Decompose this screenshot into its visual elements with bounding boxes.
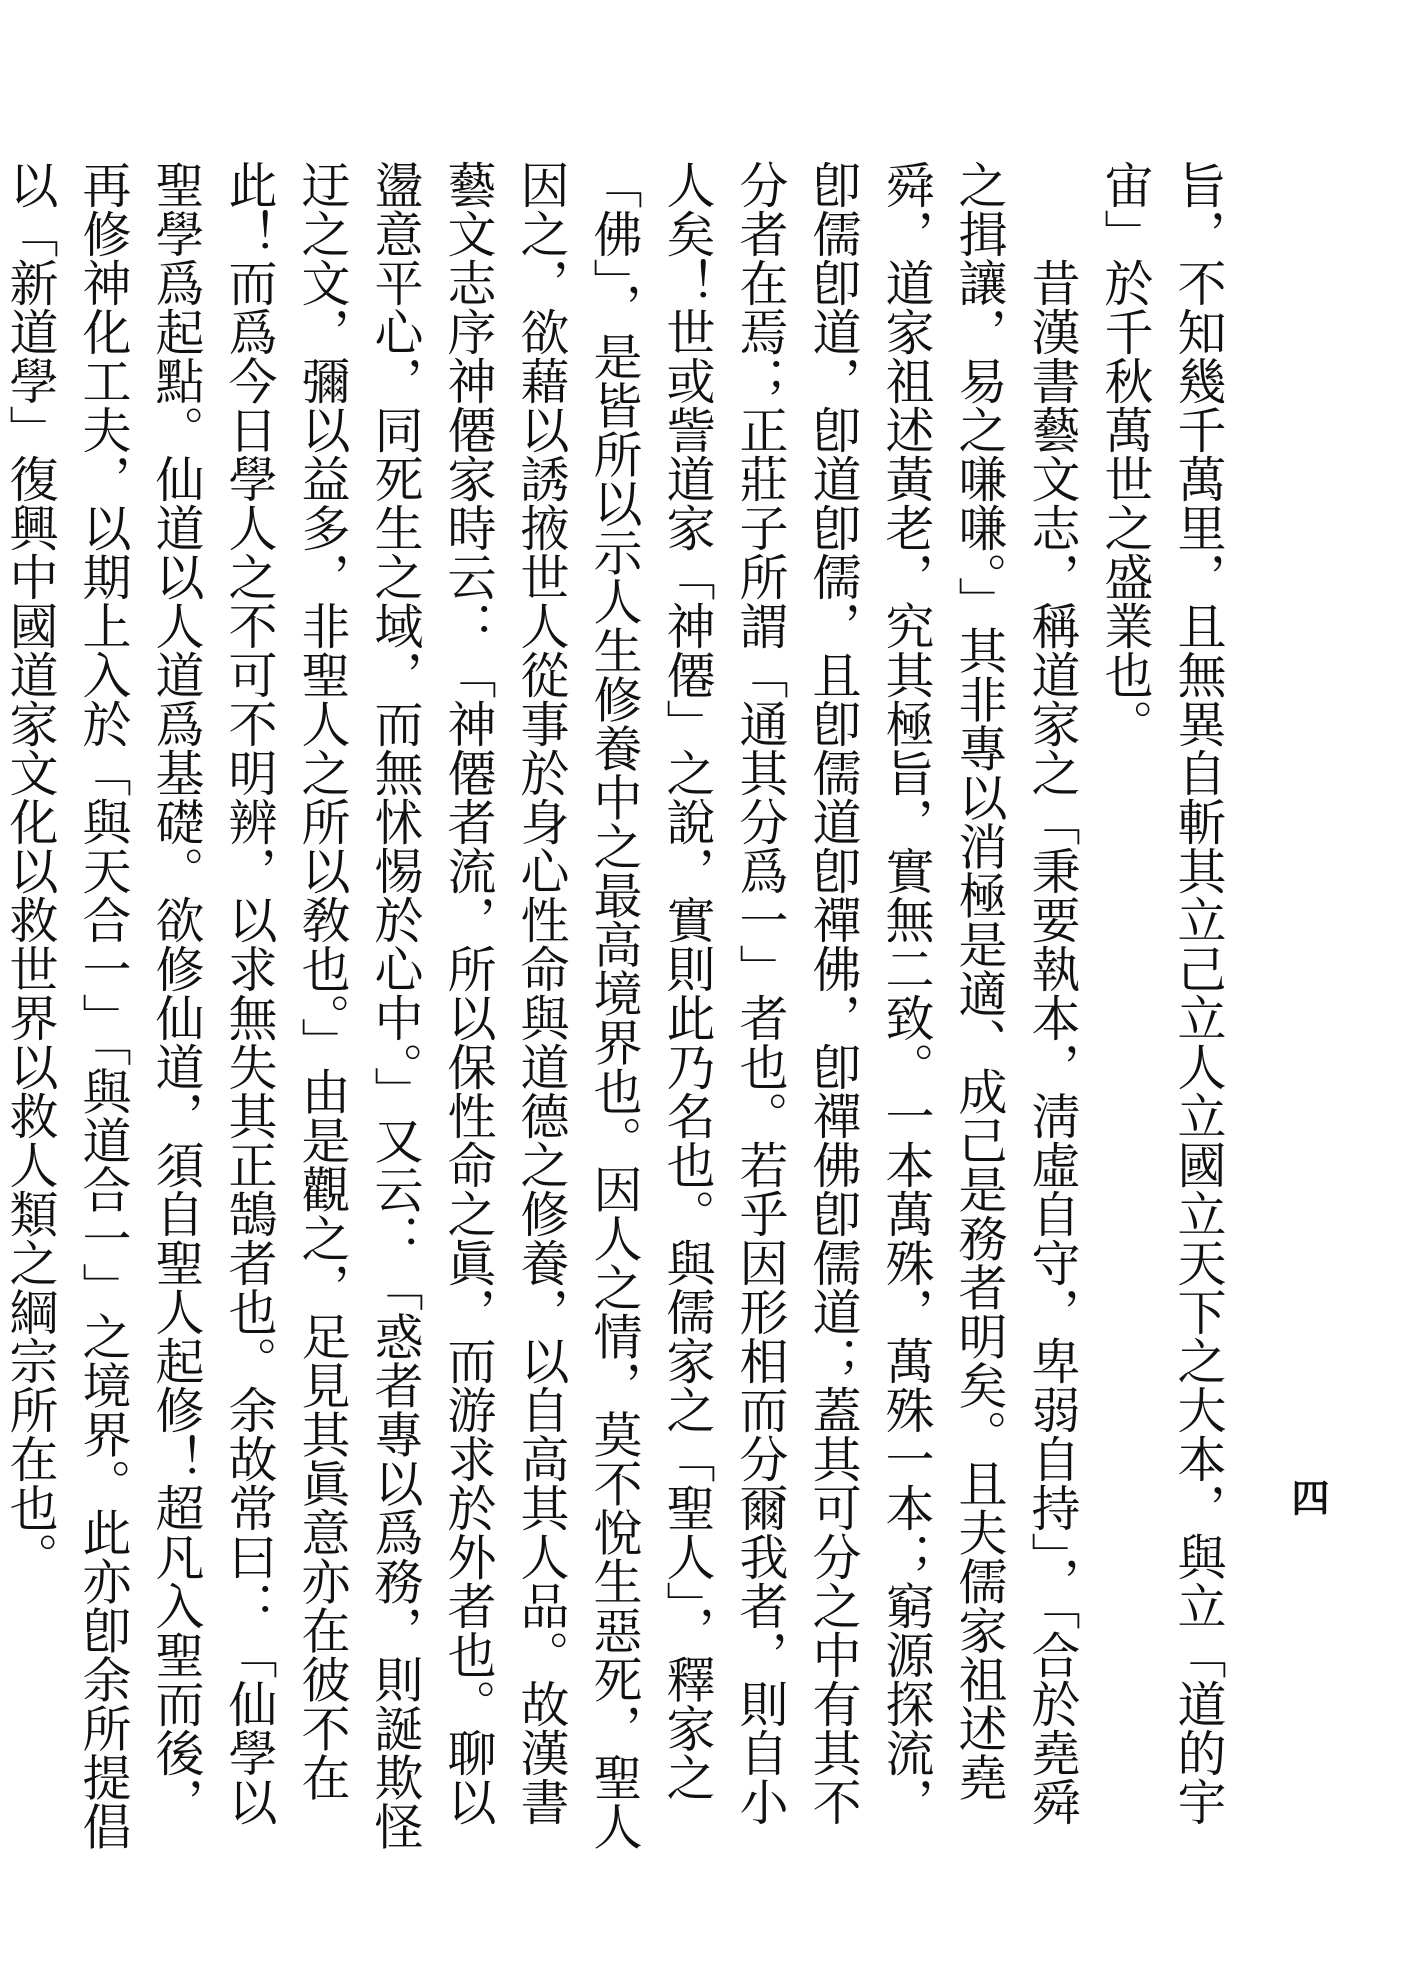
paragraph-continued: 旨，不知幾千萬里，且無異自斬其立己立人立國立天下之大本，與立「道的宇宙」於千秋萬世之盛業也。 [1097,160,1227,1826]
paragraph-main: 昔漢書藝文志，稱道家之「秉要執本，淸虛自守，卑弱自持」，「合於堯舜之揖讓，易之嗛嗛。」其非專以消極是適、成己是務者明矣。且夫儒家祖述堯舜，道家祖述黃老，究其極旨，實無二致。一本萬殊，萬殊一本；窮源探流，卽儒卽道，卽道卽儒，且卽儒道卽禪佛，卽禪佛卽儒道；蓋其可分之中有其不分者在焉；正莊子所謂「通其分爲一」者也。若乎因形相而分爾我者，則自小人矣！世或訾道家「神僊」之說，實則此乃名也。與儒家之「聖人」，釋家之「佛」，是皆所以示人生修養中之最高境界也。因人之情，莫不悅生惡死，聖人因之，欲藉以誘掖世人從事於身心性命與道德之修養，以自高其人品。故漢書藝文志序神僊家時云：「神僊者流，所以保性命之眞，而游求於外者也。聊以盪意平心，同死生之域，而無怵惕於心中。」又云：「惑者專以爲務，則誕欺怪迂之文，彌以益多，非聖人之所以敎也。」由是觀之，足見其眞意亦在彼不在此！而爲今日學人之不可不明辨，以求無失其正鵠者也。余故常曰：「仙學以聖學爲起點。仙道以人道爲基礎。欲修仙道，須自聖人起修！超凡入聖而後，再修神化工夫，以期上入於「與天合一」「與道合一」之境界。此亦卽余所提倡以「新道學」復興中國道家文化以救世界以救人類之綱宗所在也。 [2,160,1081,1851]
body-text [2,160,1235,1860]
page-number: 四 [1285,1478,1330,1516]
